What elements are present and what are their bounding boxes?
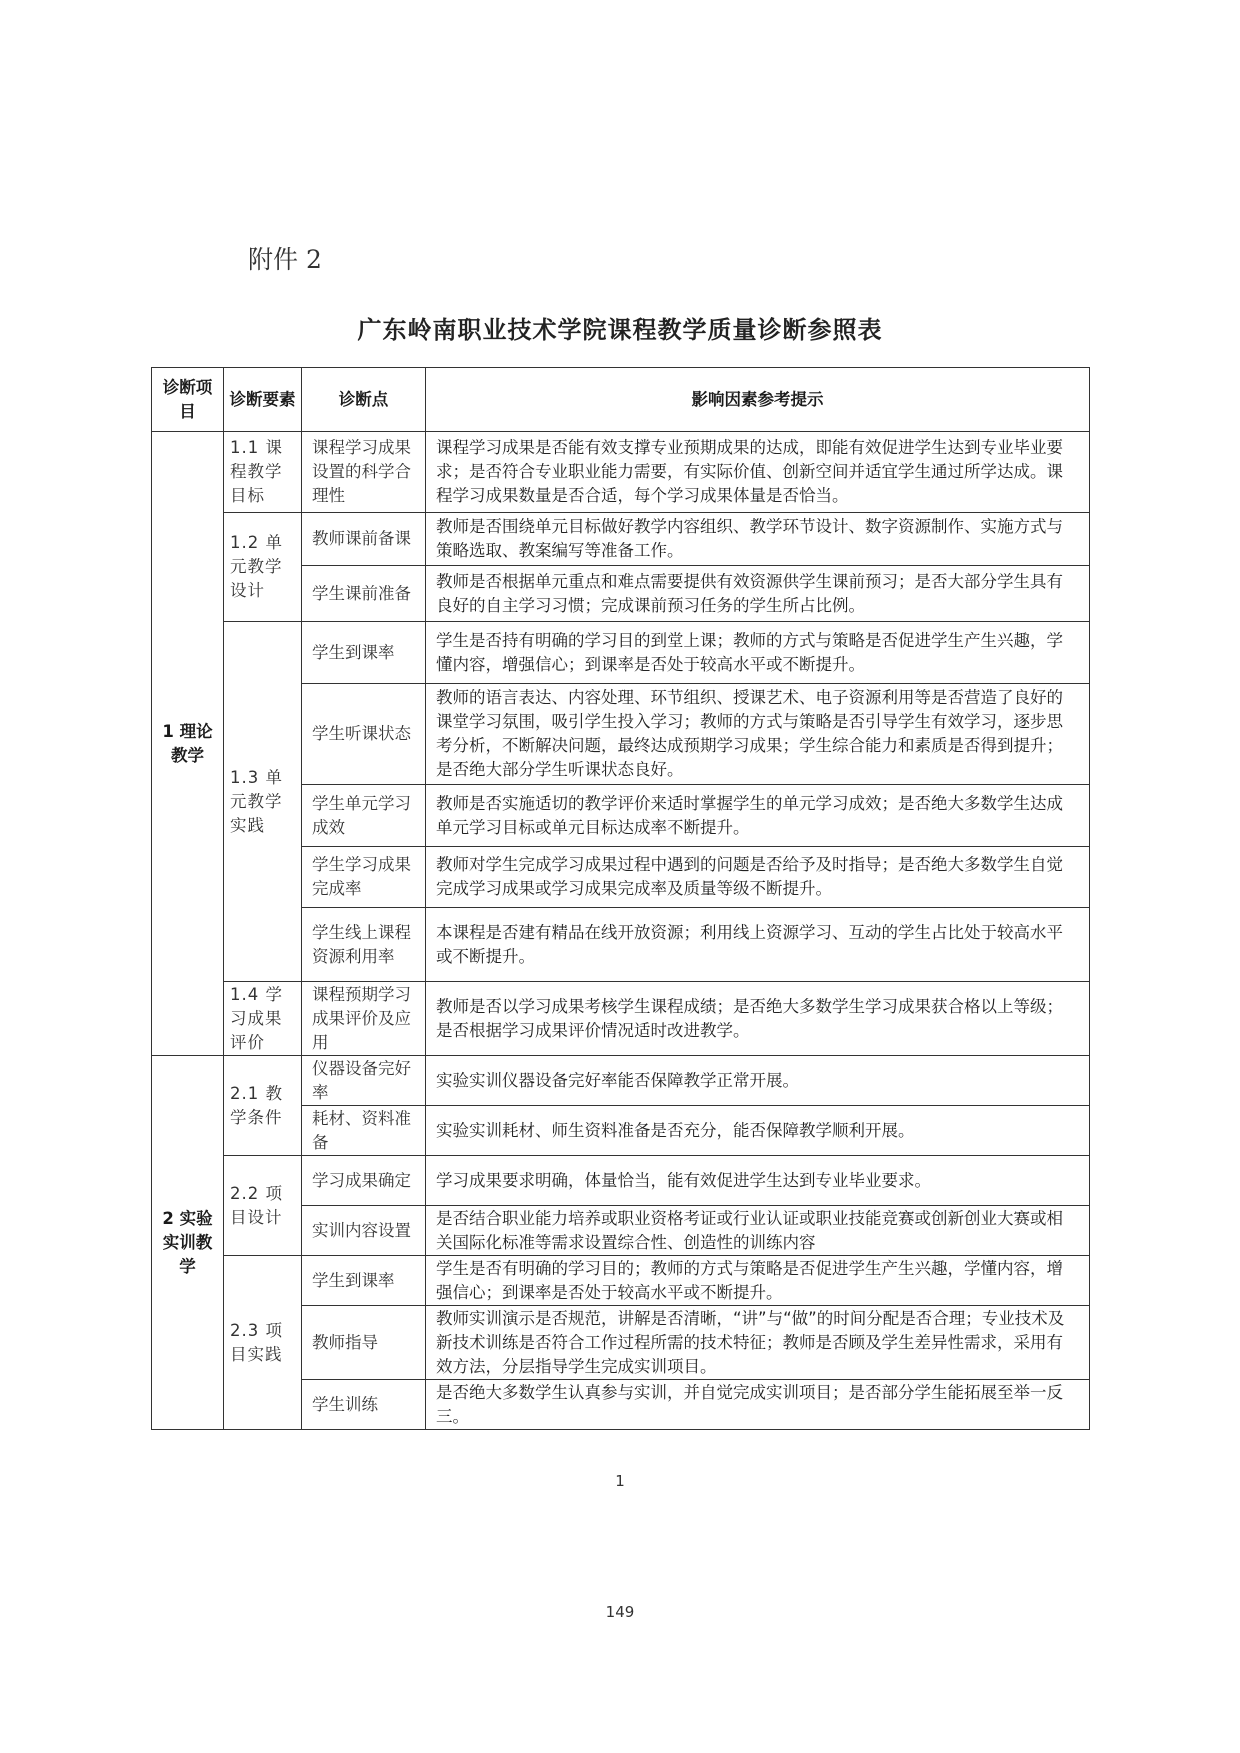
point-cell: 学习成果确定 — [302, 1156, 426, 1206]
hint-cell: 学生是否持有明确的学习目的到堂上课；教师的方式与策略是否促进学生产生兴趣，学懂内容，增强信心；到课率是否处于较高水平或不断提升。 — [426, 622, 1090, 684]
hint-cell: 本课程是否建有精品在线开放资源；利用线上资源学习、互动的学生占比处于较高水平或不断提升。 — [426, 908, 1090, 982]
point-cell: 课程预期学习成果评价及应用 — [302, 982, 426, 1056]
hint-cell: 教师是否根据单元重点和难点需要提供有效资源供学生课前预习；是否大部分学生具有良好的自主学习习惯；完成课前预习任务的学生所占比例。 — [426, 566, 1090, 622]
table-row — [152, 622, 1090, 684]
diagnosis-reference-table — [151, 367, 1090, 1430]
point-cell: 教师课前备课 — [302, 513, 426, 566]
hint-cell: 是否结合职业能力培养或职业资格考证或行业认证或职业技能竞赛或创新创业大赛或相关国际化标准等需求设置综合性、创造性的训练内容 — [426, 1206, 1090, 1256]
point-cell: 教师指导 — [302, 1306, 426, 1380]
hint-cell: 教师是否以学习成果考核学生课程成绩；是否绝大多数学生学习成果获合格以上等级；是否根据学习成果评价情况适时改进教学。 — [426, 982, 1090, 1056]
element-2-2: 2.2 项目设计 — [224, 1156, 302, 1256]
point-cell: 耗材、资料准备 — [302, 1106, 426, 1156]
hint-cell: 课程学习成果是否能有效支撑专业预期成果的达成，即能有效促进学生达到专业毕业要求；是否符合专业职业能力需要，有实际价值、创新空间并适宜学生通过所学达成。课程学习成果数量是否合适，每个学习成果体量是否恰当。 — [426, 432, 1090, 513]
project-practical: 2 实验实训教学 — [152, 1056, 224, 1430]
point-cell: 学生学习成果完成率 — [302, 847, 426, 908]
point-cell: 课程学习成果设置的科学合理性 — [302, 432, 426, 513]
table-row — [152, 1056, 1090, 1106]
point-cell: 仪器设备完好率 — [302, 1056, 426, 1106]
table-row — [152, 432, 1090, 513]
table-header-row — [152, 368, 1090, 432]
point-cell: 实训内容设置 — [302, 1206, 426, 1256]
header-hint: 影响因素参考提示 — [426, 368, 1090, 432]
point-cell: 学生听课状态 — [302, 684, 426, 785]
attachment-label: 附件 2 — [248, 245, 322, 274]
page-number-inner: 1 — [615, 1472, 625, 1490]
point-cell: 学生单元学习成效 — [302, 785, 426, 847]
hint-cell: 实验实训耗材、师生资料准备是否充分，能否保障教学顺利开展。 — [426, 1106, 1090, 1156]
header-element: 诊断要素 — [224, 368, 302, 432]
element-1-1: 1.1 课程教学目标 — [224, 432, 302, 513]
element-1-4: 1.4 学习成果评价 — [224, 982, 302, 1056]
table-row — [152, 513, 1090, 566]
hint-cell: 是否绝大多数学生认真参与实训，并自觉完成实训项目；是否部分学生能拓展至举一反三。 — [426, 1380, 1090, 1430]
point-cell: 学生课前准备 — [302, 566, 426, 622]
document-title: 广东岭南职业技术学院课程教学质量诊断参照表 — [357, 316, 883, 344]
hint-cell: 实验实训仪器设备完好率能否保障教学正常开展。 — [426, 1056, 1090, 1106]
point-cell: 学生训练 — [302, 1380, 426, 1430]
header-point: 诊断点 — [302, 368, 426, 432]
table-row — [152, 1156, 1090, 1206]
table-row — [152, 982, 1090, 1056]
hint-cell: 教师的语言表达、内容处理、环节组织、授课艺术、电子资源利用等是否营造了良好的课堂学习氛围，吸引学生投入学习；教师的方式与策略是否引导学生有效学习，逐步思考分析，不断解决问题，最终达成预期学习成果；学生综合能力和素质是否得到提升；是否绝大部分学生听课状态良好。 — [426, 684, 1090, 785]
hint-cell: 教师是否围绕单元目标做好教学内容组织、教学环节设计、数字资源制作、实施方式与策略选取、教案编写等准备工作。 — [426, 513, 1090, 566]
hint-cell: 学生是否有明确的学习目的；教师的方式与策略是否促进学生产生兴趣，学懂内容，增强信心；到课率是否处于较高水平或不断提升。 — [426, 1256, 1090, 1306]
point-cell: 学生到课率 — [302, 1256, 426, 1306]
table-row — [152, 1256, 1090, 1306]
point-cell: 学生线上课程资源利用率 — [302, 908, 426, 982]
hint-cell: 教师实训演示是否规范，讲解是否清晰，“讲”与“做”的时间分配是否合理；专业技术及新技术训练是否符合工作过程所需的技术特征；教师是否顾及学生差异性需求，采用有效方法，分层指导学生完成实训项目。 — [426, 1306, 1090, 1380]
element-1-2: 1.2 单元教学设计 — [224, 513, 302, 622]
hint-cell: 学习成果要求明确，体量恰当，能有效促进学生达到专业毕业要求。 — [426, 1156, 1090, 1206]
hint-cell: 教师是否实施适切的教学评价来适时掌握学生的单元学习成效；是否绝大多数学生达成单元学习目标或单元目标达成率不断提升。 — [426, 785, 1090, 847]
element-1-3: 1.3 单元教学实践 — [224, 622, 302, 982]
point-cell: 学生到课率 — [302, 622, 426, 684]
project-theory: 1 理论教学 — [152, 432, 224, 1056]
hint-cell: 教师对学生完成学习成果过程中遇到的问题是否给予及时指导；是否绝大多数学生自觉完成学习成果或学习成果完成率及质量等级不断提升。 — [426, 847, 1090, 908]
element-2-3: 2.3 项目实践 — [224, 1256, 302, 1430]
header-project: 诊断项目 — [152, 368, 224, 432]
page-number-outer: 149 — [605, 1603, 635, 1621]
element-2-1: 2.1 教学条件 — [224, 1056, 302, 1156]
